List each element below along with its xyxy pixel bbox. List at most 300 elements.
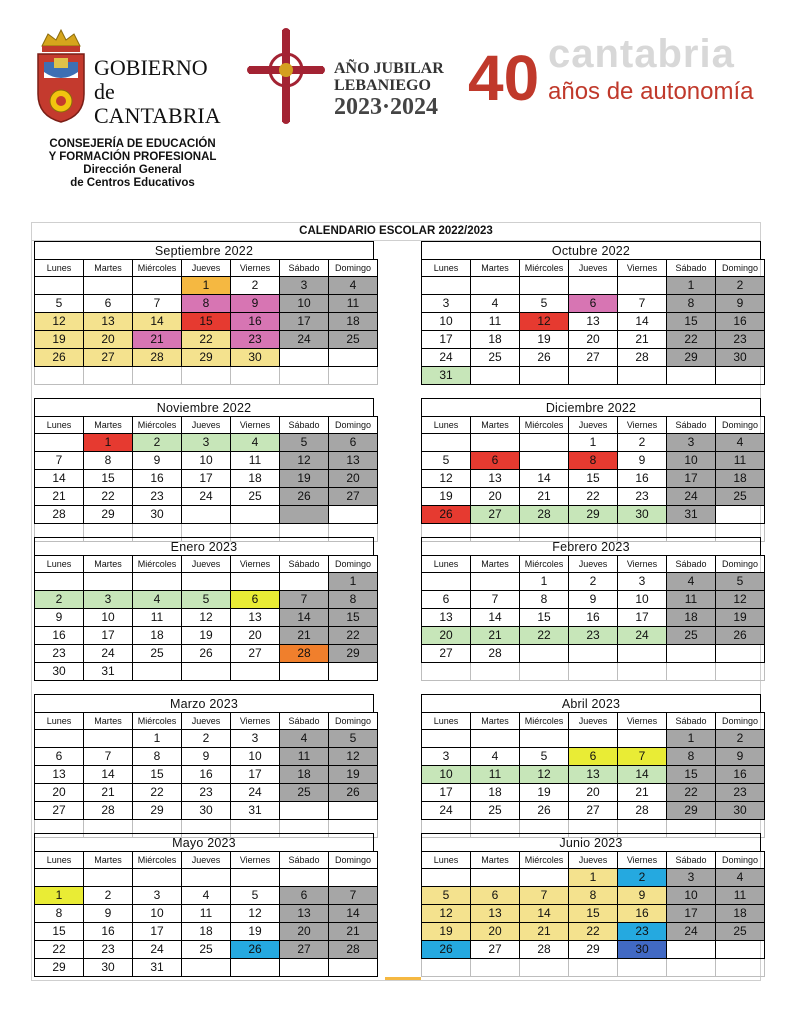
day-cell: 17	[667, 470, 716, 488]
day-cell: 6	[280, 887, 329, 905]
week-row	[422, 434, 765, 452]
empty-day-cell	[520, 434, 569, 452]
day-cell: 8	[667, 748, 716, 766]
day-cell: 19	[716, 609, 765, 627]
weekday-header: Miércoles	[133, 713, 182, 730]
day-cell: 18	[133, 627, 182, 645]
month-title: Enero 2023	[34, 537, 374, 555]
empty-day-cell	[471, 277, 520, 295]
day-cell: 3	[618, 573, 667, 591]
weekday-header-row	[35, 417, 378, 434]
day-cell: 27	[471, 941, 520, 959]
day-cell: 25	[471, 802, 520, 820]
week-row	[35, 313, 378, 331]
day-cell: 11	[231, 452, 280, 470]
day-cell: 23	[618, 923, 667, 941]
day-cell: 7	[471, 591, 520, 609]
day-cell: 24	[618, 627, 667, 645]
week-row	[422, 802, 765, 820]
weekday-header: Jueves	[182, 417, 231, 434]
day-cell: 15	[133, 766, 182, 784]
month-grid	[34, 712, 378, 838]
month-calendar	[421, 241, 761, 385]
day-cell: 29	[329, 645, 378, 663]
day-cell: 15	[520, 609, 569, 627]
day-cell: 5	[422, 452, 471, 470]
gobierno-wordmark	[94, 56, 221, 128]
weekday-header-row	[422, 556, 765, 573]
week-row	[422, 766, 765, 784]
day-cell: 17	[280, 313, 329, 331]
day-cell: 29	[569, 941, 618, 959]
empty-day-cell	[422, 434, 471, 452]
week-row	[35, 470, 378, 488]
month-grid	[34, 259, 378, 385]
week-row	[422, 748, 765, 766]
day-cell: 13	[329, 452, 378, 470]
day-cell: 17	[667, 905, 716, 923]
day-cell: 26	[280, 488, 329, 506]
day-cell: 30	[716, 802, 765, 820]
month-calendar	[421, 398, 761, 542]
empty-day-cell	[520, 869, 569, 887]
empty-day-cell	[667, 959, 716, 977]
week-row	[35, 887, 378, 905]
weekday-header: Martes	[84, 556, 133, 573]
day-cell: 20	[569, 784, 618, 802]
day-cell: 2	[35, 591, 84, 609]
week-row	[35, 730, 378, 748]
day-cell: 16	[716, 313, 765, 331]
day-cell: 13	[471, 905, 520, 923]
week-row	[35, 591, 378, 609]
week-row	[422, 905, 765, 923]
day-cell: 9	[716, 295, 765, 313]
day-cell: 11	[329, 295, 378, 313]
day-cell: 2	[569, 573, 618, 591]
weekday-header-row	[35, 713, 378, 730]
day-cell: 21	[84, 784, 133, 802]
day-cell: 16	[182, 766, 231, 784]
day-cell: 29	[133, 802, 182, 820]
month-grid	[421, 259, 765, 385]
weekday-header: Viernes	[618, 852, 667, 869]
day-cell: 8	[84, 452, 133, 470]
day-cell: 4	[667, 573, 716, 591]
month-grid	[421, 555, 765, 681]
day-cell: 10	[231, 748, 280, 766]
week-row	[422, 784, 765, 802]
weekday-header: Miércoles	[133, 852, 182, 869]
day-cell: 10	[133, 905, 182, 923]
day-cell: 9	[618, 887, 667, 905]
day-cell: 2	[716, 277, 765, 295]
empty-day-cell	[716, 645, 765, 663]
jubilar-line2: LEBANIEGO	[334, 77, 431, 94]
day-cell: 23	[716, 784, 765, 802]
empty-day-cell	[422, 663, 471, 681]
empty-day-cell	[422, 869, 471, 887]
weekday-header: Viernes	[618, 713, 667, 730]
empty-day-cell	[618, 959, 667, 977]
day-cell: 2	[182, 730, 231, 748]
day-cell: 2	[618, 869, 667, 887]
weekday-header: Viernes	[618, 417, 667, 434]
month-calendar	[34, 537, 374, 681]
weekday-header: Lunes	[35, 852, 84, 869]
day-cell: 16	[35, 627, 84, 645]
day-cell: 16	[84, 923, 133, 941]
day-cell: 28	[618, 802, 667, 820]
day-cell: 23	[569, 627, 618, 645]
week-row	[35, 331, 378, 349]
spacer-row	[422, 959, 765, 977]
day-cell: 12	[280, 452, 329, 470]
week-row	[35, 488, 378, 506]
weekday-header: Lunes	[422, 417, 471, 434]
weekday-header: Sábado	[667, 417, 716, 434]
empty-day-cell	[35, 277, 84, 295]
month-title: Abril 2023	[421, 694, 761, 712]
weekday-header: Miércoles	[133, 417, 182, 434]
day-cell: 24	[182, 488, 231, 506]
day-cell: 25	[667, 627, 716, 645]
day-cell: 22	[35, 941, 84, 959]
empty-day-cell	[716, 663, 765, 681]
empty-day-cell	[329, 506, 378, 524]
empty-day-cell	[520, 730, 569, 748]
empty-day-cell	[231, 506, 280, 524]
day-cell: 5	[182, 591, 231, 609]
empty-day-cell	[84, 573, 133, 591]
day-cell: 1	[35, 887, 84, 905]
day-cell: 7	[520, 887, 569, 905]
day-cell: 3	[667, 869, 716, 887]
day-cell: 13	[35, 766, 84, 784]
weekday-header: Lunes	[422, 556, 471, 573]
empty-day-cell	[231, 663, 280, 681]
weekday-header: Sábado	[667, 556, 716, 573]
weekday-header-row	[35, 852, 378, 869]
day-cell: 29	[35, 959, 84, 977]
empty-day-cell	[471, 434, 520, 452]
empty-day-cell	[182, 367, 231, 385]
day-cell: 12	[422, 470, 471, 488]
empty-day-cell	[618, 730, 667, 748]
day-cell: 9	[133, 452, 182, 470]
weekday-header-row	[35, 556, 378, 573]
weekday-header: Sábado	[667, 260, 716, 277]
month-title: Junio 2023	[421, 833, 761, 851]
jubilar-wordmark	[334, 60, 444, 120]
day-cell: 24	[667, 488, 716, 506]
day-cell: 27	[84, 349, 133, 367]
day-cell: 13	[422, 609, 471, 627]
empty-day-cell	[520, 367, 569, 385]
day-cell: 1	[133, 730, 182, 748]
empty-day-cell	[280, 573, 329, 591]
day-cell: 28	[471, 645, 520, 663]
weekday-header: Domingo	[329, 713, 378, 730]
day-cell: 6	[422, 591, 471, 609]
day-cell: 21	[280, 627, 329, 645]
day-cell: 20	[471, 923, 520, 941]
empty-day-cell	[280, 506, 329, 524]
empty-day-cell	[35, 730, 84, 748]
empty-day-cell	[133, 869, 182, 887]
day-cell: 4	[133, 591, 182, 609]
weekday-header: Lunes	[35, 417, 84, 434]
empty-day-cell	[231, 959, 280, 977]
day-cell: 21	[618, 784, 667, 802]
day-cell: 21	[329, 923, 378, 941]
cantabria-coat-of-arms-icon	[34, 28, 88, 124]
day-cell: 16	[231, 313, 280, 331]
empty-day-cell	[716, 367, 765, 385]
day-cell: 22	[84, 488, 133, 506]
week-row	[35, 434, 378, 452]
day-cell: 7	[35, 452, 84, 470]
day-cell: 26	[182, 645, 231, 663]
day-cell: 27	[569, 349, 618, 367]
day-cell: 10	[667, 887, 716, 905]
day-cell: 12	[716, 591, 765, 609]
week-row	[422, 923, 765, 941]
day-cell: 23	[716, 331, 765, 349]
day-cell: 7	[618, 748, 667, 766]
empty-day-cell	[618, 645, 667, 663]
month-calendar	[421, 694, 761, 838]
day-cell: 24	[231, 784, 280, 802]
day-cell: 10	[667, 452, 716, 470]
weekday-header: Domingo	[716, 417, 765, 434]
day-cell: 2	[618, 434, 667, 452]
day-cell: 26	[422, 506, 471, 524]
day-cell: 11	[280, 748, 329, 766]
jubilar-years: 2023·2024	[334, 94, 439, 120]
week-row	[422, 313, 765, 331]
day-cell: 8	[569, 887, 618, 905]
day-cell: 7	[618, 295, 667, 313]
day-cell: 20	[471, 488, 520, 506]
day-cell: 4	[716, 434, 765, 452]
empty-day-cell	[667, 645, 716, 663]
spacer-row	[422, 663, 765, 681]
weekday-header: Martes	[471, 556, 520, 573]
weekday-header: Domingo	[329, 852, 378, 869]
week-row	[422, 941, 765, 959]
day-cell: 23	[133, 488, 182, 506]
day-cell: 26	[716, 627, 765, 645]
weekday-header: Domingo	[329, 417, 378, 434]
day-cell: 30	[231, 349, 280, 367]
weekday-header: Miércoles	[520, 556, 569, 573]
weekday-header: Martes	[84, 417, 133, 434]
month-calendar	[34, 241, 374, 385]
empty-day-cell	[231, 367, 280, 385]
day-cell: 11	[471, 313, 520, 331]
day-cell: 21	[520, 923, 569, 941]
day-cell: 7	[84, 748, 133, 766]
day-cell: 18	[471, 331, 520, 349]
weekday-header: Martes	[84, 260, 133, 277]
weekday-header: Sábado	[280, 417, 329, 434]
empty-day-cell	[133, 573, 182, 591]
empty-day-cell	[716, 959, 765, 977]
empty-day-cell	[329, 663, 378, 681]
day-cell: 19	[182, 627, 231, 645]
day-cell: 14	[329, 905, 378, 923]
day-cell: 25	[280, 784, 329, 802]
day-cell: 24	[280, 331, 329, 349]
empty-day-cell	[329, 869, 378, 887]
day-cell: 19	[520, 331, 569, 349]
day-cell: 24	[667, 923, 716, 941]
day-cell: 23	[84, 941, 133, 959]
empty-day-cell	[133, 277, 182, 295]
empty-day-cell	[471, 663, 520, 681]
week-row	[35, 959, 378, 977]
weekday-header: Viernes	[618, 260, 667, 277]
day-cell: 25	[329, 331, 378, 349]
day-cell: 15	[667, 766, 716, 784]
day-cell: 29	[667, 349, 716, 367]
empty-day-cell	[520, 645, 569, 663]
day-cell: 31	[133, 959, 182, 977]
anniversary-tagline: años de autonomía	[548, 78, 754, 105]
week-row	[35, 349, 378, 367]
spacer-row	[35, 367, 378, 385]
day-cell: 12	[182, 609, 231, 627]
empty-day-cell	[329, 802, 378, 820]
day-cell: 18	[182, 923, 231, 941]
empty-day-cell	[667, 663, 716, 681]
day-cell: 6	[329, 434, 378, 452]
empty-day-cell	[182, 663, 231, 681]
weekday-header: Domingo	[716, 260, 765, 277]
month-calendar	[421, 833, 761, 977]
month-title: Marzo 2023	[34, 694, 374, 712]
day-cell: 29	[569, 506, 618, 524]
weekday-header: Miércoles	[133, 260, 182, 277]
day-cell: 12	[35, 313, 84, 331]
day-cell: 29	[84, 506, 133, 524]
weekday-header: Jueves	[182, 713, 231, 730]
day-cell: 26	[422, 941, 471, 959]
day-cell: 30	[716, 349, 765, 367]
week-row	[35, 923, 378, 941]
month-title: Mayo 2023	[34, 833, 374, 851]
empty-day-cell	[182, 506, 231, 524]
weekday-header: Sábado	[280, 260, 329, 277]
week-row	[422, 887, 765, 905]
day-cell: 6	[84, 295, 133, 313]
day-cell: 21	[471, 627, 520, 645]
day-cell: 14	[35, 470, 84, 488]
forty-anniversary-icon	[468, 40, 548, 108]
day-cell: 8	[667, 295, 716, 313]
day-cell: 20	[569, 331, 618, 349]
day-cell: 14	[520, 470, 569, 488]
day-cell: 11	[716, 887, 765, 905]
day-cell: 25	[182, 941, 231, 959]
day-cell: 25	[231, 488, 280, 506]
weekday-header: Viernes	[231, 417, 280, 434]
month-grid	[34, 416, 378, 542]
day-cell: 26	[520, 802, 569, 820]
weekday-header: Viernes	[618, 556, 667, 573]
day-cell: 9	[35, 609, 84, 627]
empty-day-cell	[231, 573, 280, 591]
day-cell: 10	[618, 591, 667, 609]
day-cell: 16	[618, 470, 667, 488]
day-cell: 2	[231, 277, 280, 295]
weekday-header: Miércoles	[133, 556, 182, 573]
weekday-header: Jueves	[569, 713, 618, 730]
empty-day-cell	[422, 573, 471, 591]
day-cell: 24	[422, 349, 471, 367]
day-cell: 1	[569, 434, 618, 452]
day-cell: 29	[182, 349, 231, 367]
day-cell: 18	[716, 470, 765, 488]
day-cell: 22	[182, 331, 231, 349]
day-cell: 6	[231, 591, 280, 609]
day-cell: 6	[471, 452, 520, 470]
day-cell: 25	[716, 923, 765, 941]
day-cell: 9	[716, 748, 765, 766]
week-row	[422, 295, 765, 313]
gobierno-line1: GOBIERNO	[94, 55, 208, 80]
day-cell: 5	[35, 295, 84, 313]
day-cell: 3	[422, 748, 471, 766]
weekday-header: Martes	[84, 852, 133, 869]
empty-day-cell	[471, 869, 520, 887]
week-row	[422, 730, 765, 748]
day-cell: 16	[618, 905, 667, 923]
day-cell: 20	[422, 627, 471, 645]
week-row	[35, 784, 378, 802]
day-cell: 19	[422, 488, 471, 506]
empty-day-cell	[569, 277, 618, 295]
empty-day-cell	[182, 573, 231, 591]
day-cell: 13	[84, 313, 133, 331]
month-grid	[34, 851, 378, 977]
page-header	[0, 0, 790, 210]
empty-day-cell	[182, 869, 231, 887]
day-cell: 14	[520, 905, 569, 923]
day-cell: 13	[471, 470, 520, 488]
day-cell: 10	[422, 766, 471, 784]
month-title: Noviembre 2022	[34, 398, 374, 416]
weekday-header: Jueves	[182, 260, 231, 277]
empty-day-cell	[471, 959, 520, 977]
day-cell: 27	[471, 506, 520, 524]
empty-day-cell	[618, 277, 667, 295]
weekday-header: Martes	[84, 713, 133, 730]
week-row	[422, 488, 765, 506]
weekday-header: Domingo	[329, 260, 378, 277]
empty-day-cell	[84, 277, 133, 295]
footer-accent-line	[385, 977, 421, 980]
empty-day-cell	[716, 941, 765, 959]
day-cell: 27	[231, 645, 280, 663]
day-cell: 13	[280, 905, 329, 923]
weekday-header-row	[422, 852, 765, 869]
empty-day-cell	[667, 367, 716, 385]
day-cell: 22	[667, 784, 716, 802]
day-cell: 3	[422, 295, 471, 313]
day-cell: 22	[569, 923, 618, 941]
